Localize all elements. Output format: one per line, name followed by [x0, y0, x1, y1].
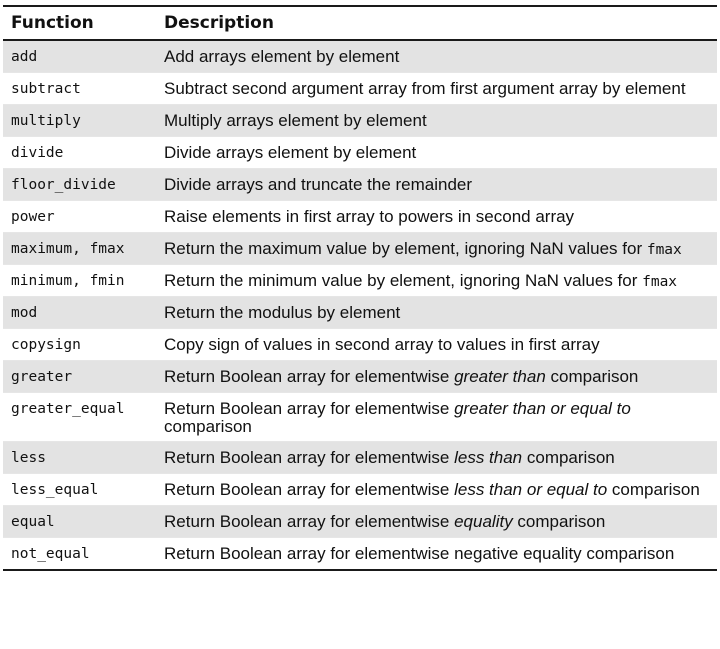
- description-cell: [156, 169, 717, 201]
- header-function: Function: [11, 13, 94, 33]
- function-name-cell: mod: [11, 305, 38, 321]
- table-row: [3, 233, 717, 265]
- description-cell: [156, 329, 717, 361]
- description-cell: [156, 442, 717, 474]
- description-emphasis: greater than or equal to: [454, 399, 631, 418]
- description-text: comparison: [164, 417, 252, 436]
- description-text: Return Boolean array for elementwise: [164, 448, 455, 467]
- description-cell: [156, 393, 717, 442]
- description-emphasis: less than or equal to: [454, 480, 608, 499]
- table-row: [3, 169, 717, 201]
- description-cell: [156, 361, 717, 393]
- description-text: Return Boolean array for elementwise: [164, 480, 455, 499]
- table-row: [3, 40, 717, 73]
- function-table-container: [3, 5, 717, 571]
- description-cell: [156, 201, 717, 233]
- description-emphasis: less than: [454, 448, 523, 467]
- description-text: Copy sign of values in second array to values in first array: [164, 335, 600, 354]
- description-code: fmax: [646, 242, 682, 258]
- function-name-cell: subtract: [11, 81, 81, 97]
- description-text: comparison: [522, 448, 615, 467]
- table-row: [3, 329, 717, 361]
- description-cell: [156, 538, 717, 571]
- description-text: Subtract second argument array from first argument array by element: [164, 79, 686, 98]
- description-cell: [156, 105, 717, 137]
- table-row: [3, 201, 717, 233]
- description-text: Return the maximum value by element, ignoring NaN values for: [164, 239, 647, 258]
- table-row: [3, 442, 717, 474]
- description-text: comparison: [607, 480, 700, 499]
- description-cell: [156, 137, 717, 169]
- table-header: [3, 6, 717, 40]
- table-row: [3, 297, 717, 329]
- table-row: [3, 538, 717, 571]
- description-code: fmax: [642, 274, 678, 290]
- table-row: [3, 137, 717, 169]
- description-emphasis: equality: [454, 512, 513, 531]
- function-name-cell: greater: [11, 369, 73, 385]
- table-row: [3, 506, 717, 538]
- description-emphasis: greater than: [454, 367, 546, 386]
- function-name-cell: equal: [11, 514, 55, 530]
- description-text: Add arrays element by element: [164, 47, 400, 66]
- description-text: Return Boolean array for elementwise negative equality comparison: [164, 544, 675, 563]
- table-row: [3, 265, 717, 297]
- description-text: Multiply arrays element by element: [164, 111, 427, 130]
- description-text: Raise elements in first array to powers in second array: [164, 207, 575, 226]
- description-cell: [156, 506, 717, 538]
- table-row: [3, 73, 717, 105]
- description-cell: [156, 474, 717, 506]
- description-cell: [156, 233, 717, 265]
- description-text: Return the minimum value by element, ignoring NaN values for: [164, 271, 643, 290]
- description-text: comparison: [545, 367, 639, 386]
- description-text: Return the modulus by element: [164, 303, 401, 322]
- ufunc-table: [3, 5, 717, 571]
- description-cell: [156, 73, 717, 105]
- description-text: Return Boolean array for elementwise: [164, 367, 455, 386]
- table-row: [3, 361, 717, 393]
- function-name-cell: less: [11, 450, 46, 466]
- description-cell: [156, 40, 717, 73]
- description-text: Divide arrays element by element: [164, 143, 417, 162]
- function-name-cell: greater_equal: [11, 401, 125, 417]
- function-name-cell: minimum, fmin: [11, 273, 125, 289]
- function-name-cell: multiply: [11, 113, 81, 129]
- function-name-cell: copysign: [11, 337, 81, 353]
- description-text: Divide arrays and truncate the remainder: [164, 175, 473, 194]
- table-body: [3, 40, 717, 570]
- function-name-cell: power: [11, 209, 55, 225]
- function-name-cell: divide: [11, 145, 64, 161]
- description-text: Return Boolean array for elementwise: [164, 512, 455, 531]
- function-name-cell: floor_divide: [11, 177, 116, 193]
- function-name-cell: maximum, fmax: [11, 241, 125, 257]
- header-description: Description: [164, 13, 274, 33]
- description-cell: [156, 265, 717, 297]
- table-row: [3, 105, 717, 137]
- function-name-cell: not_equal: [11, 546, 90, 562]
- table-row: [3, 474, 717, 506]
- description-cell: [156, 297, 717, 329]
- header-row: [3, 6, 717, 40]
- description-text: Return Boolean array for elementwise: [164, 399, 455, 418]
- table-row: [3, 393, 717, 442]
- description-text: comparison: [512, 512, 606, 531]
- function-name-cell: add: [11, 49, 38, 65]
- function-name-cell: less_equal: [11, 482, 99, 498]
